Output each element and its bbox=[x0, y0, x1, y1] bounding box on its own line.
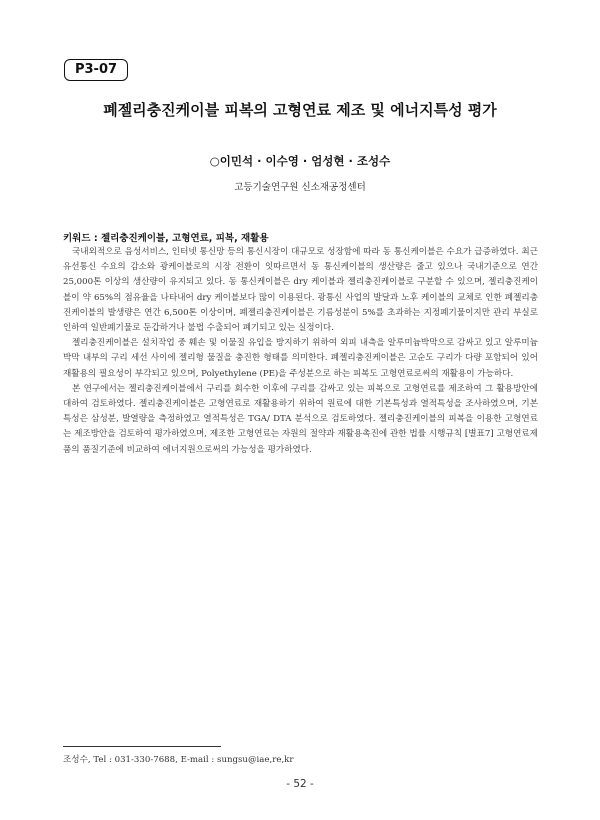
page-number: - 52 - bbox=[286, 778, 314, 790]
paragraph-1: 국내외적으로 음성서비스, 인터넷 통신망 등의 통신시장이 대규모로 성장함에 따라 동 통신케이블은 수요가 급증하였다. 최근 유선통신 수요의 감소와 광케이블로의 시장 전환이 잇따르면서 동 통신케이블의 생산량은 줄고 있으나 국내기준으로 연간 25,000톤 이상의 생산량이 유지되고 있다. 동 통신케이블은 dry 케이블과 젤리충진케이블로 구분할 수 있으며, 젤리충진케이블이 약 65%의 점유율을 나타내어 dry 케이블보다 많이 이용된다. 광통신 사업의 발달과 노후 케이블의 교체로 인한 폐젤리충진케이블의 발생량은 연간 6,500톤 이상이며, 폐젤리충진케이블은 기름성분이 5%를 초과하는 지정폐기물이지만 관리 부실로 인하여 일반폐기물로 둔갑하거나 불법 수출되어 폐기되고 있는 실정이다. bbox=[63, 247, 538, 334]
footnote-divider bbox=[63, 746, 221, 747]
authors: ○이민석 · 이수영 · 엄성현 · 조성수 bbox=[209, 154, 391, 168]
paragraph-2: 젤리충진케이블은 설치작업 중 훼손 및 이물질 유입을 방지하기 위하여 외피 내측을 알루미늄박막으로 감싸고 있고 알루미늄박막 내부의 구리 세선 사이에 젤리형 물질을 충진한 형태를 의미한다. 폐젤리충진케이블은 고순도 구리가 다량 포함되어 있어 재활용의 필요성이 부각되고 있으며, Polyethylene (PE)을 주성분으로 하는 피복도 고형연료로써의 재활용이 가능하다. bbox=[63, 338, 538, 379]
paper-title: 폐젤리충진케이블 피복의 고형연료 제조 및 에너지특성 평가 bbox=[103, 101, 497, 119]
affiliation: 고등기술연구원 신소재공정센터 bbox=[234, 182, 366, 193]
paragraph-3: 본 연구에서는 젤리충진케이블에서 구리를 회수한 이후에 구리를 감싸고 있는 피복으로 고형연료를 제조하여 그 활용방안에 대하여 검토하였다. 젤리충진케이블은 고형연료로 재활용하기 위하여 원료에 대한 기본특성과 열적특성을 조사하였으며, 기본특성은 삼성분, 발열량을 측정하였고 열적특성은 TGA/ DTA 분석으로 검토하였다. 젤리충진케이블의 피복을 이용한 고형연료는 제조방안을 검토하여 평가하였으며, 제조한 고형연료는 자원의 절약과 재활용촉진에 관한 법률 시행규칙 [별표7] 고형연료제품의 품질기준에 비교하여 에너지원으로써의 가능성을 평가하였다. bbox=[63, 383, 538, 455]
footnote: 조성수, Tel : 031-330-7688, E-mail : sungsu@iae,re,kr bbox=[63, 755, 294, 765]
abstract-body bbox=[63, 245, 538, 458]
paper-code-badge: P3-07 bbox=[64, 59, 128, 81]
keywords: 키워드 : 젤리충진케이블, 고형연료, 피복, 재활용 bbox=[63, 233, 269, 244]
